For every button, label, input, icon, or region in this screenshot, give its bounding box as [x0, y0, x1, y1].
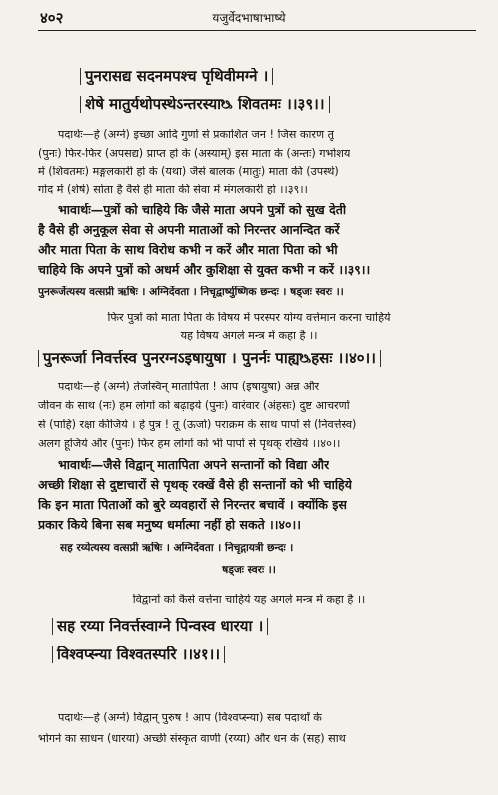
mantra-39-line-1: पुनरासद्य सदनमपश्च पृथिवीमग्ने ।: [80, 68, 273, 85]
bhavartha-39-line-3: और माता पिता के साथ विरोध कभी न करें और माता पिता को भी: [38, 243, 338, 257]
padartha-39-line-4: गोद में (शेषे) सोता है वैसे ही माता की सेवा में मंगलकारी हो ।।३९।।: [38, 184, 308, 196]
page-number: ४०२: [40, 9, 64, 27]
running-title: यजुर्वेदभाषाभाष्ये: [212, 11, 286, 25]
mantra-40: पुनरूर्जा निवर्त्तस्व पुनरग्नऽइषायुषा । पुनर्नः पाह्यᳬहसः ।।४०।।: [38, 350, 381, 367]
padartha-40-line-4: अलग हूजिये और (पुनः) फिर हम लोगों को भी पापों से पृथक् रखिये ।।४०।।: [38, 438, 341, 450]
mantra-41-metadata-line-2: षड्जः स्वरः ।।: [222, 564, 276, 576]
padartha-40-line-3: से (पाहि) रक्षा कीजिये । हे पुत्र ! तू (ऊर्जा) पराक्रम के साथ पापों से (निवर्त्तस्व): [38, 419, 357, 431]
padartha-39-line-3: में (शिवतमः) मङ्गलकारी हो के (यथा) जैसे बालक (मातुः) माता की (उपस्थे): [38, 166, 339, 178]
padartha-39-line-1: पदार्थः—हे (अग्ने) इच्छा आदि गुणों से प्रकाशित जन ! जिस कारण तू: [58, 129, 334, 141]
bhavartha-39-line-4: चाहिये कि अपने पुत्रों को अधर्म और कुशिक्षा से युक्त कभी न करें ।।३९।।: [38, 263, 371, 277]
header-rule: [38, 30, 476, 31]
padartha-40-line-2: जीवन के साथ (नः) हम लोगों को बढ़ाइये (पुनः) वारंवार (अंहसः) दुष्ट आचरणों: [38, 400, 350, 412]
mantra-40-intro-line-2: यह विषय अगले मन्त्र में कहा है ।।: [180, 330, 318, 342]
mantra-41-intro: विद्वानों को कैसे वर्त्तना चाहिये यह अगले मन्त्र में कहा है ।।: [132, 594, 366, 606]
bhavartha-39-line-2: है वैसे ही अनुकूल सेवा से अपनी माताओं को निरन्तर आनन्दित करें: [38, 223, 340, 237]
bhavartha-40-line-4: प्रकार किये बिना सब मनुष्य धर्मात्मा नहीं हो सकते ।।४०।।: [38, 518, 301, 532]
mantra-41-metadata-line-1: सह रय्येत्यस्य वत्सप्री ऋषिः । अग्निर्देवता । निचृद्गायत्री छन्दः ।: [60, 542, 294, 554]
mantra-41-line-2: विश्वप्स्न्या विश्वतस्परि ।।४१।।: [52, 646, 225, 663]
bhavartha-40-line-2: अच्छी शिक्षा से दुष्टाचारों से पृथक् रक्खें वैसे ही सन्तानों को भी चाहिये: [38, 478, 352, 492]
padartha-40-line-1: पदार्थः—हे (अग्ने) तेजस्विन् मातापिता ! आप (इषायुषा) अन्न और: [58, 381, 320, 393]
bhavartha-39-line-1: भावार्थः—पुत्रों को चाहिये कि जैसे माता अपने पुत्रों को सुख देती: [58, 203, 347, 217]
bhavartha-40-line-1: भावार्थः—जैसे विद्वान् मातापिता अपने सन्तानों को विद्या और: [58, 458, 330, 472]
padartha-41-line-1: पदार्थः—हे (अग्ने) विद्वान् पुरुष ! आप (विश्वप्स्न्या) सब पदार्थों के: [58, 712, 322, 724]
mantra-40-metadata: पुनरूर्जेत्यस्य वत्सप्री ऋषिः । अग्निर्देवता । निचृद्वार्ष्युष्णिक छन्दः । षड्जः स्वरः ।।: [38, 286, 344, 298]
padartha-41-line-2: भोगने का साधन (धारया) अच्छी संस्कृत वाणी (रय्या) और धन के (सह) साथ: [38, 733, 346, 745]
page-header: [0, 8, 498, 28]
mantra-39-line-2: शेषे मातुर्यथोपस्थेऽन्तरस्याᳬ शिवतमः ।।३९।।: [80, 96, 330, 113]
mantra-40-intro-line-1: फिर पुत्रों को माता पिता के विषय में परस्पर योग्य वर्त्तमान करना चाहिये: [107, 312, 391, 324]
mantra-41-line-1: सह रय्या निवर्त्तस्वाग्ने पिन्वस्व धारया ।: [52, 618, 268, 635]
bhavartha-40-line-3: कि इन माता पिताओं को बुरे व्यवहारों से निरन्तर बचावें । क्योंकि इस: [38, 498, 347, 512]
padartha-39-line-2: (पुनः) फिर-फिर (अपसद्य) प्राप्त हो के (अस्याम्) इस माता के (अन्तः) गर्भाशय: [38, 148, 351, 160]
